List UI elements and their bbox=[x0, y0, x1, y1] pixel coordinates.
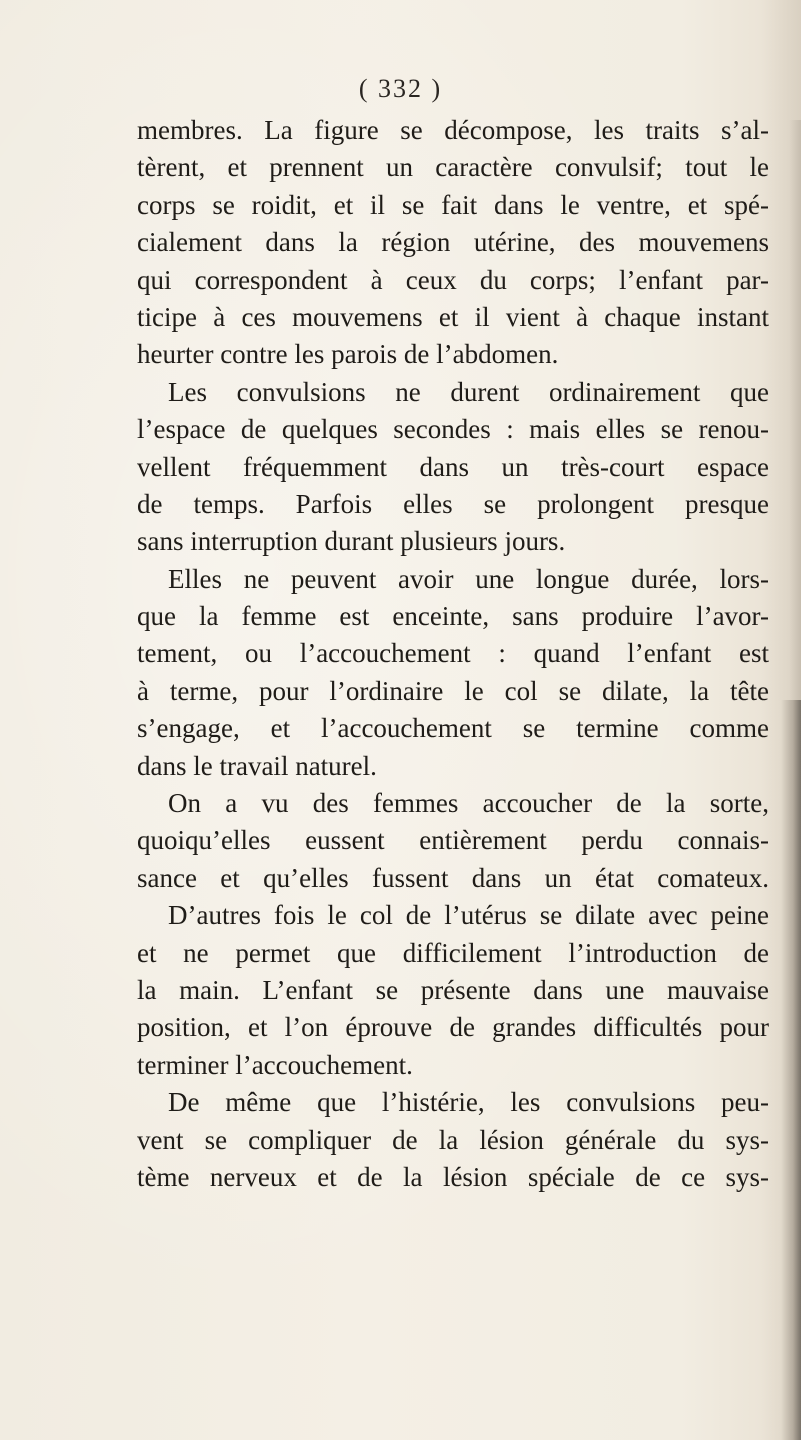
text-line: cialement dans la région utérine, des mouvemens bbox=[137, 227, 769, 258]
body-text bbox=[137, 112, 769, 1196]
text-line: Les convulsions ne durent ordinairement que bbox=[168, 376, 769, 407]
text-line: tème nerveux et de la lésion spéciale de ce sys- bbox=[137, 1161, 769, 1192]
text-line: dans le travail naturel. bbox=[137, 750, 377, 781]
text-line: l’espace de quelques secondes : mais elles se renou- bbox=[137, 414, 769, 445]
text-line: quoiqu’elles eussent entièrement perdu connais- bbox=[137, 825, 769, 856]
text-line: D’autres fois le col de l’utérus se dilate avec peine bbox=[168, 900, 769, 931]
text-line: sans interruption durant plusieurs jours. bbox=[137, 526, 566, 557]
text-line: que la femme est enceinte, sans produire l’avor- bbox=[137, 601, 769, 632]
text-line: sance et qu’elles fussent dans un état comateux. bbox=[137, 862, 769, 893]
text-line: heurter contre les parois de l’abdomen. bbox=[137, 339, 559, 370]
text-line: s’engage, et l’accouchement se termine comme bbox=[137, 713, 769, 744]
text-line: et ne permet que difficilement l’introduction de bbox=[137, 937, 769, 968]
text-line: terminer l’accouchement. bbox=[137, 1049, 413, 1080]
text-line: membres. La figure se décompose, les traits s’al- bbox=[137, 115, 769, 145]
text-line: qui correspondent à ceux du corps; l’enfant par- bbox=[137, 264, 769, 295]
text-line: à terme, pour l’ordinaire le col se dilate, la tête bbox=[137, 675, 769, 706]
text-line: tement, ou l’accouchement : quand l’enfant est bbox=[137, 638, 769, 669]
text-line: De même que l’histérie, les convulsions peu- bbox=[168, 1087, 769, 1118]
text-line: Elles ne peuvent avoir une longue durée, lors- bbox=[168, 563, 769, 594]
text-line: tèrent, et prennent un caractère convulsif; tout le bbox=[137, 152, 769, 183]
page-edge-shadow bbox=[781, 700, 801, 1440]
text-line: vellent fréquemment dans un très-court espace bbox=[137, 451, 769, 482]
text-line: corps se roidit, et il se fait dans le ventre, et spé- bbox=[137, 189, 769, 220]
text-line: vent se compliquer de la lésion générale du sys- bbox=[137, 1124, 769, 1155]
text-line: ticipe à ces mouvemens et il vient à chaque instant bbox=[137, 301, 769, 332]
text-line: On a vu des femmes accoucher de la sorte, bbox=[168, 788, 769, 819]
page-number: ( 332 ) bbox=[358, 74, 443, 103]
text-line: la main. L’enfant se présente dans une mauvaise bbox=[137, 974, 769, 1005]
text-line: de temps. Parfois elles se prolongent presque bbox=[137, 488, 769, 519]
text-line: position, et l’on éprouve de grandes difficultés pour bbox=[137, 1012, 769, 1043]
page-edge-shadow-top bbox=[789, 120, 801, 700]
